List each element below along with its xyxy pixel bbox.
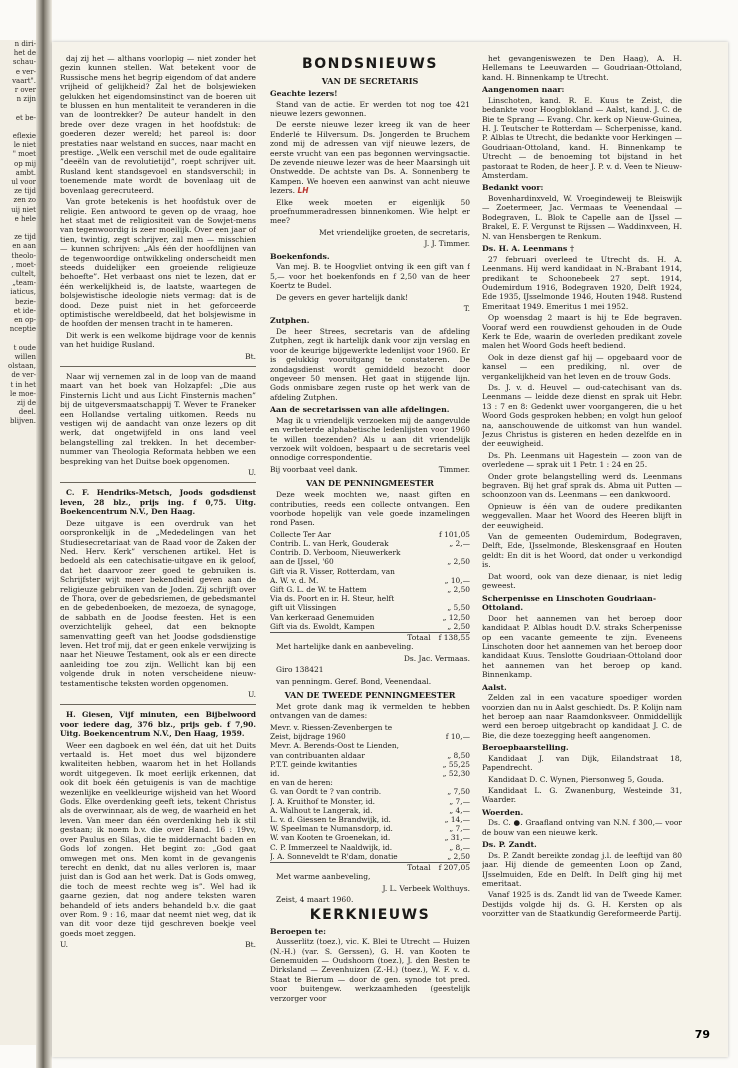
paragraph: Dit werk is een welkome bijdrage voor de kennis van het huidige Rusland. <box>60 330 256 350</box>
divider <box>60 704 256 705</box>
total-amount: f 138,55 <box>438 633 470 643</box>
ledger-amount: „ 2,50 <box>447 621 470 631</box>
paragraph: Met hartelijke dank en aanbeveling. <box>276 642 414 652</box>
left-page-text-fragment <box>0 224 38 233</box>
paragraph: Op woensdag 2 maart is hij te Ede begraven. Vooraf werd een rouwdienst gehouden in de Oude Kerk te Ede, waarin de overleden predikant zovele malen het Woord Gods heeft bediend. <box>482 313 682 351</box>
ledger-row <box>270 585 470 594</box>
paragraph: Ook in deze dienst gaf hij — opgebaard voor de kansel — een prediking, nl. over de vergankelijkheid van het leven en de trouw Gods. <box>482 352 682 381</box>
ledger-row <box>270 539 470 548</box>
left-page-text-fragment: ze tijd <box>14 233 36 242</box>
ledger-label: Gift via ds. Ewoldt, Kampen <box>270 621 375 631</box>
paragraph: Door het aannemen van het beroep door kandidaat P. Alblas houdt D.V. straks Scherpenisse op een vacante gemeente te zijn. Eveneens Linschoten door het aannemen van het beroep door kandidaat Kuus. Tenslotte Goudriaan-Ottoland door het aannemen van het beroep op kand. Binnenkamp. <box>482 613 682 680</box>
paragraph: Met grote dank mag ik vermelden te hebben ontvangen van de dames: <box>270 702 470 721</box>
left-page-text-fragment: schau- <box>12 58 36 67</box>
paragraph: Van mej. B. te Hoogvliet ontving ik een gift van f 5,— voor het boekenfonds en f 2,50 van de heer Koertz te Budel. <box>270 262 470 291</box>
divider <box>60 482 256 483</box>
left-page-text-fragment: ze tijd <box>14 187 36 196</box>
ledger-table <box>270 723 470 861</box>
left-page-text-fragment: blijven. <box>10 417 36 426</box>
left-page-text-fragment: deel. <box>18 408 36 417</box>
section-heading: VAN DE SECRETARIS <box>321 76 419 86</box>
left-page-text-fragment: eflexie <box>12 132 36 141</box>
ledger-label: Collecte Ter Aar <box>270 529 331 539</box>
paragraph: Deze week mochten we, naast giften en contributies, reeds een collecte ontvangen. Een voorbode hopelijk van vele goede inzamelingen rond Pasen. <box>270 490 470 528</box>
ledger-row <box>270 797 470 806</box>
signature: T. <box>463 303 470 313</box>
ledger-row <box>270 594 470 603</box>
ledger-row <box>270 833 470 842</box>
ledger-label: gift uit Vlissingen <box>270 603 337 613</box>
subheading: Aalst. <box>482 682 507 692</box>
ledger-label: J. A. Sonneveldt te R'dam, donatie <box>270 851 398 861</box>
newspaper-page <box>52 42 728 1057</box>
left-page-text-fragment: olstaan, <box>8 362 36 371</box>
subheading: Beroepen te: <box>270 926 327 936</box>
ledger-table <box>270 530 470 631</box>
ledger-amount: „ 5,50 <box>447 603 470 613</box>
paragraph: De heer Strees, secretaris van de afdeling Zutphen, zegt ik hartelijk dank voor zijn verslag en voor de keurige bijgewerkte ledenlijst voor 1960. Er is gelukkig vooruitgang te constateren. De zondagsdienst wordt gemiddeld bezocht door ongeveer 50 mensen. Het gaat in stijgende lijn. Gods onmisbare zegen ruste op het werk van de afdeling Zutphen. <box>270 326 470 402</box>
left-page-text-fragment: vaart". <box>12 76 36 85</box>
left-page-text-fragment: , moet- <box>11 260 36 269</box>
paragraph: Van de gemeenten Oudemirdum, Bodegraven, Delft, Ede, IJsselmonde, Bleskensgraaf en Houten geldt: En dit is het Woord, dat onder u verkondigd is. <box>482 532 682 570</box>
left-page-text-fragment: het de <box>13 49 36 58</box>
book-title: C. F. Hendriks-Metsch, Joods godsdienst leven, 28 blz., prijs ing. f 0,75. Uitg. Boekencentrum N.V., Den Haag. <box>60 488 256 517</box>
ledger-amount: „ 52,30 <box>442 768 470 778</box>
left-page-text-fragment: cultelt, <box>11 270 36 279</box>
total-label: Totaal <box>407 862 431 872</box>
ledger-label: C. P. Immerzeel te Naaldwijk, id. <box>270 842 393 852</box>
signature: J. L. Verbeek Wolthuys. <box>382 883 470 893</box>
left-page-text-fragment: t oude <box>13 343 36 352</box>
ledger-row <box>270 530 470 539</box>
ledger-label: Gift via R. Visser, Rotterdam, van <box>270 566 395 576</box>
ledger-label: W. Speelman te Numansdorp, id. <box>270 824 393 834</box>
paragraph: Kandidaat L. G. Zwanenburg, Westeinde 31, Waarder. <box>482 785 682 805</box>
left-page-text-fragment <box>0 335 38 344</box>
ledger-row <box>270 557 470 566</box>
total-amount: f 207,05 <box>438 862 470 872</box>
paragraph: Elke week moeten er eigenlijk 50 proefnummeradressen binnenkomen. Wie helpt er mee? <box>270 197 470 226</box>
ledger-amount: „ 7,— <box>449 824 470 834</box>
subheading: Bedankt voor: <box>482 183 544 193</box>
ledger-label: Contrib. L. van Herk, Gouderak <box>270 539 389 549</box>
subheading: Ds. P. Zandt. <box>482 840 537 850</box>
paragraph: Kandidaat J. van Dijk, Eilandstraat 18, Papendrecht. <box>482 753 682 773</box>
ledger-amount <box>466 778 470 787</box>
left-page-text-fragment: zij de <box>17 398 36 407</box>
ledger-row <box>270 613 470 622</box>
left-page-text-fragment: en op- <box>14 316 36 325</box>
ledger-row <box>270 806 470 815</box>
left-page-text-fragment: „team- <box>12 279 36 288</box>
left-page-text-fragment: n diri- <box>14 40 36 48</box>
left-page-text-fragment: ul voor <box>11 178 36 187</box>
paragraph: Linschoten, kand. R. E. Kuus te Zeist, die bedankte voor Hoogblokland — Aalst, kand. J. C. de Bie te Sprang — Evang. Chr. kerk op Nieuw-Guinea, H. J. Teutscher te Rotterdam — Scherpenisse, kand. P. Alblas te Utrecht, die bedankte voor Herkingen — Goudriaan-Ottoland, kand. H. Binnenkamp te Utrecht — de benoeming tot bijstand in het pastoraat te Roden, de heer J. P. v. d. Veen te Nieuw-Amsterdam. <box>482 95 682 181</box>
ledger-amount <box>466 567 470 576</box>
ledger-label: A. W. v. d. M. <box>270 575 319 585</box>
signature: Ds. Jac. Vermaas. <box>403 653 470 663</box>
ledger-amount <box>466 723 470 732</box>
paragraph: Vanaf 1925 is ds. Zandt lid van de Tweede Kamer. Destijds volgde hij ds. G. H. Kersten op als voorzitter van de Staatkundig Gereformeerde Partij. <box>482 890 682 919</box>
ledger-amount: f 10,— <box>445 732 470 742</box>
subheading: Beroepbaarstelling. <box>482 743 569 753</box>
total-label: Totaal <box>407 633 431 643</box>
ledger-row <box>270 824 470 833</box>
left-page-text-fragment <box>0 104 38 113</box>
subheading: Boekenfonds. <box>270 251 330 261</box>
book-title: H. Giesen, Vijf minuten, een Bijbelwoord voor iedere dag, 376 blz., prijs geb. f 7,90. Uitg. Boekencentrum N.V., Den Haag, 1959. <box>60 710 256 739</box>
ledger-label: Mevr. v. Riessen-Zevenbergen te <box>270 722 393 732</box>
book-spine <box>36 0 52 1068</box>
ledger-row <box>270 787 470 796</box>
paragraph: Kandidaat D. C. Wynen, Piersonweg 5, Gouda. <box>488 774 664 784</box>
signature: J. J. Timmer. <box>424 239 470 249</box>
subheading: Aan de secretarissen van alle afdelingen. <box>270 405 450 415</box>
section-heading: VAN DE PENNINGMEESTER <box>306 478 434 489</box>
ledger-amount: „ 2,50 <box>447 851 470 861</box>
ledger-label: W. van Kooten te Groenekan, id. <box>270 833 391 843</box>
section-masthead: KERKNIEUWS <box>309 906 431 923</box>
ledger-amount <box>466 594 470 603</box>
paragraph: Opnieuw is één van de oudere predikanten weggevallen. Maar het Woord des Heeren blijft in der eeuwigheid. <box>482 501 682 530</box>
ledger-row <box>270 760 470 769</box>
paragraph: Mag ik u vriendelijk verzoeken mij de aangevulde en verbeterde alphabetische ledenlijsten voor 1960 te willen toezenden? Als u aan dit vriendelijk verzoek wilt voldoen, bespaart u de secretaris veel onnodige correspondentie. <box>270 415 470 463</box>
signature: Bij voorbaat veel dank. <box>270 464 358 474</box>
paragraph: Bovenhardinxveld, W. Vroegindeweij te Bleiswijk — Zoetermeer, Jac. Vermaas te Veenendaal — Bodegraven, L. Blok te Capelle aan de IJssel — Brakel, E. F. Vergunst te Rijssen — Waddinxveen, H. N. van Hensbergen te Renkum. <box>482 194 682 241</box>
left-page-text-fragment: e hele <box>14 214 36 223</box>
left-page-fragment <box>0 40 38 1045</box>
left-page-text-fragment: willen <box>14 352 36 361</box>
ledger-label: van contribuanten aldaar <box>270 750 365 760</box>
left-page-text-fragment: n zijn <box>16 95 36 104</box>
ledger-amount: „ 55,25 <box>442 759 470 769</box>
dateline: Zeist, 4 maart 1960. <box>276 895 354 905</box>
paragraph: Dat woord, ook van deze dienaar, is niet ledig geweest. <box>482 571 682 591</box>
ledger-amount: „ 12,50 <box>442 612 470 622</box>
ledger-row <box>270 567 470 576</box>
ledger-label: en van de heren: <box>270 778 333 788</box>
paragraph: Onder grote belangstelling werd ds. Leenmans begraven. Bij het graf sprak ds. Abma uit Putten — schoonzoon van ds. Leenmans — een dankwoord. <box>482 471 682 500</box>
handwritten-mark: LH <box>297 186 309 196</box>
giro-line: van penningm. Geref. Bond, Veenendaal. <box>276 676 432 686</box>
left-page-text-fragment: ambt. <box>15 168 36 177</box>
ledger-total <box>270 632 470 642</box>
subheading: Woerden. <box>482 807 524 817</box>
ledger-total <box>270 862 470 872</box>
ledger-row <box>270 723 470 732</box>
left-page-text-fragment: bezie- <box>14 297 36 306</box>
section-masthead: BONDSNIEUWS <box>302 56 438 72</box>
ledger-amount: „ 4,— <box>449 805 470 815</box>
ledger-row <box>270 778 470 787</box>
column-1 <box>60 54 256 952</box>
ledger-row <box>270 576 470 585</box>
paragraph: Stand van de actie. Er werden tot nog toe 421 nieuwe lezers gewonnen. <box>270 99 470 118</box>
ledger-label: G. van Oordt te ? van contrib. <box>270 787 382 797</box>
ledger-row <box>270 843 470 852</box>
ledger-amount <box>466 548 470 557</box>
ledger-label: id. <box>270 768 280 778</box>
subheading: Aangenomen naar: <box>482 85 565 95</box>
subheading: Zutphen. <box>270 316 310 326</box>
ledger-row <box>270 603 470 612</box>
subheading: Ds. H. A. Leenmans † <box>482 244 575 254</box>
column-3 <box>482 54 682 921</box>
paragraph: Ds. Ph. Leenmans uit Hagestein — zoon van de overledene — sprak uit 1 Petr. 1 : 24 en 25. <box>482 450 682 470</box>
left-page-text-fragment: e ver- <box>15 67 36 76</box>
ledger-label: Via ds. Poort en ir. H. Steur, helft <box>270 594 395 604</box>
left-page-text-fragment: zen zo <box>13 196 36 205</box>
ledger-amount: „ 14,— <box>444 814 470 824</box>
ledger-label: J. A. Kruithof te Monster, id. <box>270 796 376 806</box>
signature: U. <box>247 690 256 699</box>
signature: Bt. <box>245 940 256 950</box>
paragraph: Deze uitgave is een overdruk van het oorspronkelijk in de „Mededelingen van het Studiesecretariaat van de Raad voor de Zaken der Ned. Herv. Kerk” verschenen artikel. Het is bedoeld als een catechisatie-uitgave en ik geloof, dat het daarvoor zeer goed te gebruiken is. Schrijfster wijt meer bekendheid geven aan de religieuze gebruiken van de Joden. Zij schrijft over de Thora, over de gebedsriemen, de gebedsmantel en de gebedenboeken, de mezoeza, de synagoge, de sabbath en de Joodse feesten. Het is een overzichtelijk geheel, dat een beknopte samenvatting geeft van het Joodse godsdienstige leven. Het trof mij, dat er geen enkele verwijzing is naar het Nieuwe Testament, ook als er een directe aanleiding toe zou zijn. Wellicht kan bij een volgende druk in noten verscheidene nieuw-testamentische teksten worden opgenomen. <box>60 518 256 688</box>
giro-line: Giro 138421 <box>276 665 324 675</box>
ledger-label: Contrib. D. Verboom, Nieuwerkerk <box>270 548 401 558</box>
ledger-label: Van kerkeraad Genemuiden <box>270 612 375 622</box>
signature: Bt. <box>245 351 256 361</box>
paragraph: De gevers en gever hartelijk dank! <box>276 292 409 302</box>
ledger-amount: „ 2,— <box>449 539 470 549</box>
ledger-row <box>270 741 470 750</box>
paragraph: Weer een dagboek en wel één, dat uit het Duits vertaald is. Het moet dus wel bijzondere kwaliteiten hebben, waarom het in het Hollands wordt uitgegeven. Ik moet eerlijk erkennen, dat ook dit boek één getuigenis is van de machtige wezenlijke en veelkleurige wijsheid van het Woord Gods. Elke overdenking geeft iets, tekent Christus als de overwinnaar, als de weg, de waarheid en het leven. Van meer dan één overdenking heb ik stil gestaan; ik noem b.v. die over Hand. 16 : 19vv, over Paulus en Silas, die te middernacht baden en Gods lof zongen. Het begint zo: „God gaat omwegen met ons. Men komt in de gevangenis terecht en denkt, dat nu alles verloren is, maar juist dan is God aan het werk. Dat is Gods omweg, die toch de meest rechte weg is”. Wel had ik gaarne gezien, dat nog andere teksten waren behandeld of iets anders behandeld b.v. die gaat over Rom. 9 : 16, maar dat neemt niet weg, dat ik van dit voor deze tijd geschreven boekje veel goeds moet zeggen. <box>60 740 256 938</box>
paragraph: daj zij het — althans voorlopig — niet zonder het gezin kunnen stellen. Wat betekent voor de Russische mens het begrip eigendom of dat andere vrijheid of gelijkheid? Zal het de bolsjewieken gelukken het eigendomsinstinct van de boeren uit te blussen en hun mentaliteit te veranderen in die van de loontrekker? De auteur handelt in den brede over deze vragen in het hoofdstuk: de goederen dezer wereld; het pareol is: door prestaties naar welstand en succes, naar macht en prestige. „Welk een verschil met de oude egalitaire ”deeëln van de revolutietijd”, roept schrijver uit. Rusland kent standsgevoel en standsverschil; in toenemende mate wordt de bovenlaag uit de bovenlaag gerecruteerd. <box>60 54 256 195</box>
ledger-amount: f 101,05 <box>439 529 470 539</box>
ledger-amount <box>466 741 470 750</box>
signature: U. <box>60 940 69 950</box>
left-page-text-fragment: nceptie <box>9 325 36 334</box>
left-page-text-fragment: et ide- <box>13 306 36 315</box>
ledger-label: Gift G. L. de W. te Hattem <box>270 585 367 595</box>
ledger-row <box>270 622 470 631</box>
page-number: 79 <box>694 1028 710 1041</box>
left-page-text-fragment: et be- <box>15 113 36 122</box>
paragraph: 27 februari overleed te Utrecht ds. H. A. Leenmans. Hij werd kandidaat in N.-Brabant 1914, predikant te Schoonebeek 27 sept. 1914, Oudemirdum 1916, Bodegraven 1920, Delft 1924, Ede 1935, IJsselmonde 1946, Houten 1948. Rustend Emeritaat 1949. Emeritus 1 mei 1952. <box>482 254 682 311</box>
paragraph: Ausserlitz (toez.), vic. K. Blei te Utrecht — Huizen (N.-H.) (var. S. Gerssen), G. H. van Kooten te Genemuiden — Oudshoorn (toez.), J. den Besten te Dirksland — Zevenhuizen (Z.-H.) (toez.), W. F. v. d. Staat te Bierum — door de gen. synode tot pred. voor buitengew. werkzaamheden (geestelijk verzorger voor <box>270 937 470 1003</box>
paragraph: Met warme aanbeveling, <box>276 872 371 882</box>
left-page-text-fragment: uij niet <box>11 205 36 214</box>
left-page-text-fragment: " moet <box>12 150 36 159</box>
left-page-text-fragment: de ver- <box>11 371 36 380</box>
signature: Met vriendelijke groeten, de secretaris, <box>319 227 470 237</box>
paragraph: het gevangeniswezen te Den Haag), A. H. Hellemans te Leeuwarden — Goudriaan-Ottoland, kand. H. Binnenkamp te Utrecht. <box>482 54 682 82</box>
paragraph-text: De eerste nieuwe lezer kreeg ik van de heer Enderlé te Hilversum. Ds. Jongerden te Bruchem zond mij de adressen van vijf nieuwe lezers, de eerste vrucht van een pas begonnen wervingsactie. De zevende nieuwe lezer was de heer Maarsingh uit Onstwedde. De achtste van Ds. A. Sonnenberg te Kampen. We hoeven een aanwinst van acht nieuwe lezers. <box>270 120 470 196</box>
left-page-text-fragment: r over <box>14 86 36 95</box>
left-page-text-fragment: le moe- <box>10 389 36 398</box>
left-page-text-fragment: le niet <box>13 141 36 150</box>
ledger-label: Mevr. A. Berends-Oost te Lienden, <box>270 741 399 751</box>
ledger-label: P.T.T. geinde kwitanties <box>270 759 358 769</box>
paragraph: Ds. J. v. d. Heuvel — oud-catechisant van ds. Leenmans — leidde deze dienst en sprak uit Hebr. 13 : 7 en 8: Gedenkt uwer voorgangeren, die u het Woord Gods gesproken hebben; en volgt hun geloof na, aanschouwende de uitkomst van hun wandel. Jezus Christus is gisteren en heden dezelfde en in der eeuwigheid. <box>482 382 682 449</box>
signature-row <box>60 940 256 949</box>
paragraph: Van grote betekenis is het hoofdstuk over de religie. Een antwoord te geven op de vraag, hoe het staat met de religiositeit van de Sowjet-mens van tegenwoordig is zeer moeilijk. Over een jaar of tien, twintig, zegt schrijver, zal men — misschien — kunnen schrijven: „Als één der hoofdlijnen van de tegenwoordige ontwikkeling onderscheidt men steeds duidelijker een groeiende religieuze behoefte”. Het verbaast ons niet te lezen, dat er één werkelijkheid is, de laatste, waartegen de bolsjewistische ideologie niets vermag: dat is de dood. Deze puist niet in het geforceerde optimistische wereldbeeld, dat het bolsjewisme in de hoofden der mensen tracht in te hameren. <box>60 197 256 329</box>
paragraph: Ds. P. Zandt bereikte zondag j.l. de leeftijd van 80 jaar. Hij diende de gemeenten Loon op Zand, IJsselmuiden, Ede en Delft. In Delft ging hij met emeritaat. <box>482 850 682 888</box>
ledger-amount: „ 8,50 <box>447 750 470 760</box>
left-page-text-fragment: iaticus, <box>10 288 36 297</box>
column-2 <box>270 54 470 1005</box>
paragraph: Zelden zal in een vacature spoediger worden voorzien dan nu in Aalst geschiedt. Ds. P. Kolijn nam het beroep aan naar Raamdonksveer. Onmiddellijk werd een beroep uitgebracht op kandidaat J. C. de Bie, die deze toezegging heeft aangenomen. <box>482 693 682 740</box>
paragraph: Ds. C. ●. Graafland ontving van N.N. f 300,— voor de bouw van een nieuwe kerk. <box>482 818 682 837</box>
divider <box>60 366 256 367</box>
ledger-row <box>270 852 470 861</box>
signature-row <box>270 465 470 474</box>
ledger-amount: „ 8,— <box>449 842 470 852</box>
ledger-label: Zeist, bijdrage 1960 <box>270 732 346 742</box>
ledger-row <box>270 751 470 760</box>
paragraph <box>270 120 470 195</box>
ledger-amount: „ 2,50 <box>447 585 470 595</box>
ledger-label: aan de IJssel, '60 <box>270 557 334 567</box>
ledger-row <box>270 815 470 824</box>
signature: U. <box>247 468 256 478</box>
section-heading: VAN DE TWEEDE PENNINGMEESTER <box>284 690 456 701</box>
left-page-text-fragment: op mij <box>14 159 36 168</box>
ledger-label: L. v. d. Giessen te Brandwijk, id. <box>270 814 391 824</box>
paragraph: Naar wij vernemen zal in de loop van de maand maart van het boek van Holzapfel: „Die aus Finsternis Licht und aus Licht Finsternis machen” bij de uitgeversmaatschappij T. Wever te Franeker een Hollandse vertaling uitkomen. Reeds nu vestigen wij de aandacht van onze lezers op dit werk, dat ongetwijfeld in ons land veel belangstelling zal trekken. In het december-nummer van Theologia Reformata hebben we een bespreking van het Duitse boek opgenomen. <box>60 372 256 466</box>
signature: Timmer. <box>438 464 470 474</box>
ledger-amount: „ 10,— <box>444 575 470 585</box>
left-page-text-fragment: en aan <box>12 242 36 251</box>
ledger-amount: „ 31,— <box>444 833 470 843</box>
ledger-row <box>270 769 470 778</box>
ledger-row <box>270 732 470 741</box>
subheading: Scherpenisse en Linschoten Goudriaan-Ottoland. <box>482 593 657 613</box>
ledger-amount: „ 7,50 <box>447 787 470 797</box>
ledger-amount: „ 2,50 <box>447 557 470 567</box>
ledger-row <box>270 548 470 557</box>
ledger-amount: „ 7,— <box>449 796 470 806</box>
subheading: Geachte lezers! <box>270 89 338 98</box>
ledger-label: A. Walhout te Langerak, id. <box>270 805 373 815</box>
left-page-text-fragment: t in het <box>10 380 36 389</box>
left-page-text-fragment: theolo- <box>11 251 36 260</box>
left-page-text-fragment <box>0 123 38 132</box>
